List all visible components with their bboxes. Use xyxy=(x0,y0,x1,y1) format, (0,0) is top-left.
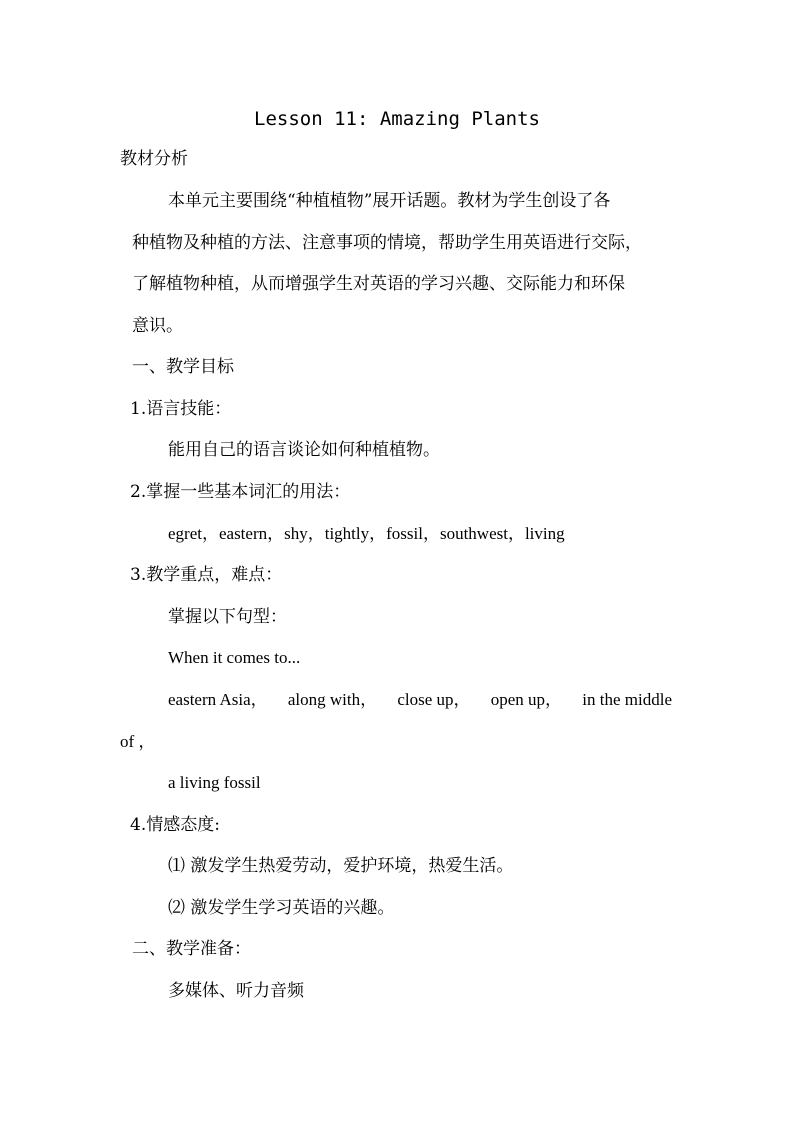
phrase-item: close up， xyxy=(397,690,471,709)
intro-line-3: 了解植物种植，从而增强学生对英语的学习兴趣、交际能力和环保 xyxy=(132,274,625,294)
heading-preparation: 二、教学准备： xyxy=(132,939,251,959)
intro-line-4: 意识。 xyxy=(132,316,183,336)
phrase-item: in the middle xyxy=(582,690,672,709)
item-3-text: 掌握以下句型： xyxy=(168,607,287,627)
phrase-living-fossil: a living fossil xyxy=(168,773,261,792)
phrase-item: eastern Asia， xyxy=(168,690,268,709)
phrases-row xyxy=(168,688,672,712)
phrase-item: along with， xyxy=(287,690,378,709)
phrase-when-it-comes-to: When it comes to... xyxy=(168,648,301,667)
item-3-heading: 3.教学重点，难点： xyxy=(130,565,283,585)
heading-objectives: 一、教学目标 xyxy=(132,357,234,377)
item-4-point-b: ⑵ 激发学生学习英语的兴趣。 xyxy=(168,898,395,918)
phrases-row-continued: of ， xyxy=(120,732,156,751)
item-4-heading: 4.情感态度: xyxy=(130,815,220,835)
vocabulary-list: egret，eastern，shy，tightly，fossil，southwest，living xyxy=(168,524,565,543)
intro-line-1: 本单元主要围绕“种植植物”展开话题。教材为学生创设了各 xyxy=(168,191,611,211)
document-title: Lesson 11: Amazing Plants xyxy=(254,108,540,130)
item-4-point-a: ⑴ 激发学生热爱劳动，爱护环境，热爱生活。 xyxy=(168,856,514,876)
preparation-text: 多媒体、听力音频 xyxy=(168,981,304,1001)
item-1-heading: 1.语言技能： xyxy=(130,399,232,419)
phrase-item: open up， xyxy=(490,690,563,709)
intro-line-2: 种植物及种植的方法、注意事项的情境，帮助学生用英语进行交际， xyxy=(132,233,642,253)
item-1-text: 能用自己的语言谈论如何种植植物。 xyxy=(168,440,440,460)
item-2-heading: 2.掌握一些基本词汇的用法： xyxy=(130,482,351,502)
section-analysis-heading: 教材分析 xyxy=(120,149,188,169)
